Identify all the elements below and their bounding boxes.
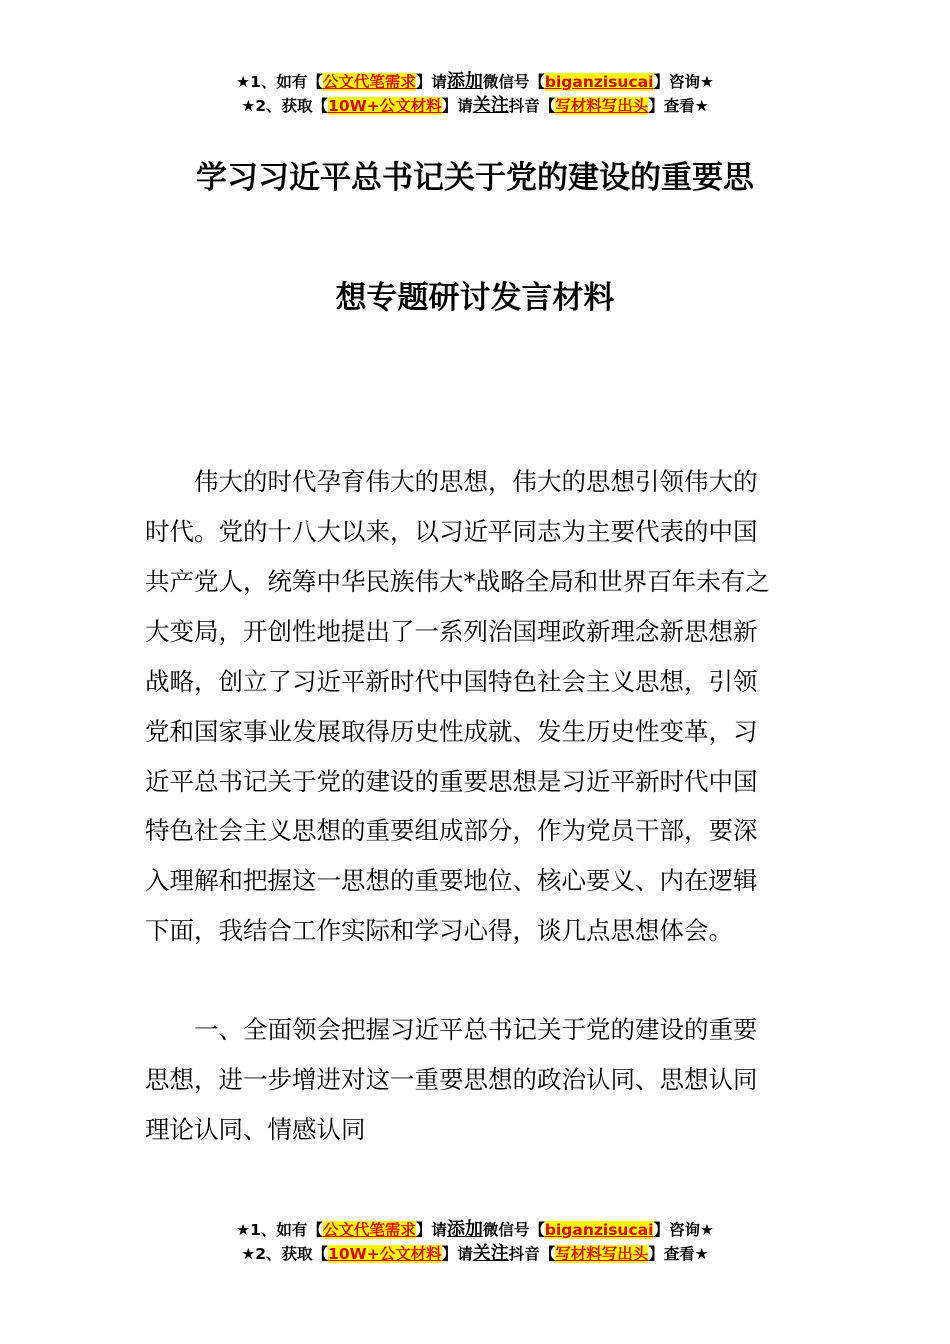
body-text-line: 共产党人，统筹中华民族伟大*战略全局和世界百年未有之 xyxy=(145,567,770,596)
ad-text: 抖音【 xyxy=(508,97,556,115)
ad-banner-top-line2 xyxy=(0,94,950,118)
ad-highlight: 写材料写出头 xyxy=(555,97,649,115)
ad-text: 】查看★ xyxy=(648,1245,709,1263)
body-text-line: 一、全面领会把握习近平总书记关于党的建设的重要 xyxy=(145,1015,758,1044)
ad-text: 】咨询★ xyxy=(653,1221,714,1239)
ad-text: 】请 xyxy=(415,73,447,91)
ad-highlight: 写材料写出头 xyxy=(555,1245,649,1263)
ad-emphasis: 关注 xyxy=(472,1243,509,1264)
body-text-line: 党和国家事业发展取得历史性成就、发生历史性变革，习 xyxy=(145,717,758,746)
ad-banner-bottom-line2 xyxy=(0,1242,950,1266)
body-text-line: 理论认同、情感认同 xyxy=(145,1115,366,1144)
body-text-line: 近平总书记关于党的建设的重要思想是习近平新时代中国 xyxy=(145,767,758,796)
ad-banner-top-line1 xyxy=(0,70,950,94)
ad-emphasis: 添加 xyxy=(446,71,483,92)
ad-highlight: biganzisucai xyxy=(544,73,654,91)
ad-text: 】请 xyxy=(415,1221,447,1239)
body-text-line: 思想，进一步增进对这一重要思想的政治认同、思想认同 xyxy=(145,1065,758,1094)
body-text-line: 战略，创立了习近平新时代中国特色社会主义思想，引领 xyxy=(145,667,758,696)
body-text-line: 入理解和把握这一思想的重要地位、核心要义、内在逻辑 xyxy=(145,866,758,895)
body-text-line: 大变局，开创性地提出了一系列治国理政新理念新思想新 xyxy=(145,617,758,646)
ad-highlight: 10W+公文材料 xyxy=(328,97,442,115)
ad-text: 】查看★ xyxy=(648,97,709,115)
ad-highlight: 公文代笔需求 xyxy=(322,1221,416,1239)
ad-emphasis: 关注 xyxy=(472,95,509,116)
ad-text: 微信号【 xyxy=(482,1221,545,1239)
body-text-line: 伟大的时代孕育伟大的思想，伟大的思想引领伟大的 xyxy=(145,467,758,496)
ad-text: ★2、获取【 xyxy=(241,1245,329,1263)
ad-text: 抖音【 xyxy=(508,1245,556,1263)
ad-highlight: biganzisucai xyxy=(544,1221,654,1239)
body-text-line: 特色社会主义思想的重要组成部分，作为党员干部，要深 xyxy=(145,816,758,845)
document-title-line2: 想专题研讨发言材料 xyxy=(335,280,615,316)
ad-text: ★2、获取【 xyxy=(241,97,329,115)
ad-text: 微信号【 xyxy=(482,73,545,91)
ad-highlight: 公文代笔需求 xyxy=(322,73,416,91)
ad-text: 】请 xyxy=(441,1245,473,1263)
ad-highlight: 10W+公文材料 xyxy=(328,1245,442,1263)
ad-text: 】请 xyxy=(441,97,473,115)
body-text-line: 时代。党的十八大以来，以习近平同志为主要代表的中国 xyxy=(145,517,758,546)
ad-text: ★1、如有【 xyxy=(236,73,323,91)
document-title-line1: 学习习近平总书记关于党的建设的重要思 xyxy=(196,160,754,196)
body-text-line: 下面，我结合工作实际和学习心得，谈几点思想体会。 xyxy=(145,916,733,945)
ad-text: ★1、如有【 xyxy=(236,1221,323,1239)
ad-emphasis: 添加 xyxy=(446,1219,483,1240)
ad-banner-bottom-line1 xyxy=(0,1218,950,1242)
ad-text: 】咨询★ xyxy=(653,73,714,91)
